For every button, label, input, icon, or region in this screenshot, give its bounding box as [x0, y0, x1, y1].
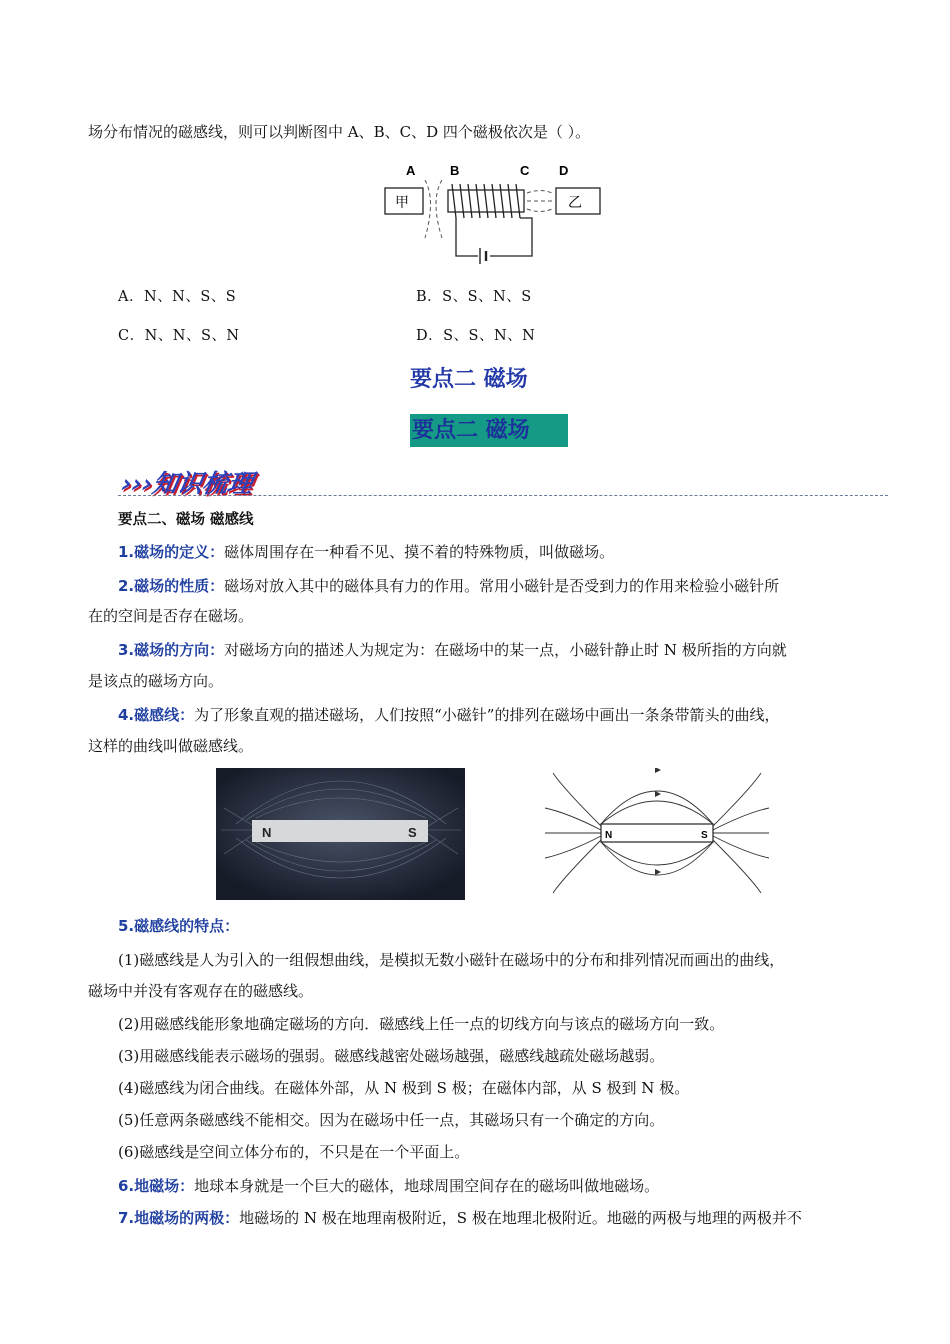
feature-4: (4)磁感线为闭合曲线。在磁体外部，从 N 极到 S 极；在磁体内部，从 S 极到 N 极。 [118, 1079, 690, 1097]
point-term: 7.地磁场的两极： [118, 1209, 240, 1227]
label-a: A [406, 163, 416, 178]
option-d[interactable]: D．S、S、N、N [416, 328, 536, 344]
wire [456, 218, 478, 256]
section-heading: 要点二 磁场 [410, 367, 528, 392]
point-text: 对磁场方向的描述人为规定为：在磁场中的某一点，小磁针静止时 N 极所指的方向就 [224, 641, 787, 659]
point-3 [118, 640, 787, 660]
point-2-cont: 在的空间是否存在磁场。 [88, 607, 254, 625]
magnet-n-label: N [262, 825, 272, 840]
point-text: 磁场对放入其中的磁体具有力的作用。常用小磁针是否受到力的作用来检验小磁针所 [224, 577, 780, 595]
point-6 [118, 1176, 659, 1196]
feature-5: (5)任意两条磁感线不能相交。因为在磁场中任一点，其磁场只有一个确定的方向。 [118, 1111, 665, 1129]
point-term: 5.磁感线的特点： [118, 917, 240, 935]
feature-6: (6)磁感线是空间立体分布的，不只是在一个平面上。 [118, 1143, 470, 1161]
option-b[interactable]: B．S、S、N、S [416, 289, 532, 305]
magnet-s-label: S [408, 825, 417, 840]
option-a[interactable]: A．N、N、S、S [118, 289, 237, 305]
point-3-cont: 是该点的磁场方向。 [88, 672, 224, 690]
point-term: 4.磁感线： [118, 706, 195, 724]
point-term: 1.磁场的定义： [118, 543, 225, 561]
diagram-s-label: S [701, 830, 708, 841]
diagram-n-label: N [605, 830, 613, 841]
solenoid-coil [452, 184, 520, 218]
right-block-label: 乙 [568, 195, 582, 211]
label-c: C [520, 163, 530, 178]
feature-1-cont: 磁场中并没有客观存在的磁感线。 [88, 982, 314, 1000]
point-4-cont: 这样的曲线叫做磁感线。 [88, 737, 254, 755]
label-d: D [559, 163, 569, 178]
point-term: 2.磁场的性质： [118, 577, 225, 595]
iron-filings-photo [216, 768, 465, 900]
question-text: 场分布情况的磁感线，则可以判断图中 A、B、C、D 四个磁极依次是（ ）。 [88, 123, 591, 141]
field-line [436, 180, 442, 238]
point-7 [118, 1208, 802, 1228]
feature-1: (1)磁感线是人为引入的一组假想曲线，是模拟无数小磁针在磁场中的分布和排列情况而画出的曲线， [118, 951, 785, 969]
point-1 [118, 542, 614, 562]
left-block-label: 甲 [395, 195, 409, 211]
field-line [527, 191, 552, 194]
feature-3: (3)用磁感线能表示磁场的强弱。磁感线越密处磁场越强，磁感线越疏处磁场越弱。 [118, 1047, 665, 1065]
bar-magnet [601, 824, 713, 842]
point-term: 3.磁场的方向： [118, 641, 225, 659]
field-line [527, 209, 552, 212]
features-term [118, 916, 239, 936]
point-2 [118, 576, 779, 596]
point-4 [118, 705, 779, 725]
divider [118, 495, 888, 496]
field-line-diagram [543, 768, 771, 898]
point-term: 6.地磁场： [118, 1177, 195, 1195]
knowledge-banner: ›››知识梳理 [119, 469, 256, 498]
option-c[interactable]: C．N、N、S、N [118, 328, 240, 344]
label-b: B [450, 163, 460, 178]
section-heading-boxed: 要点二 磁场 [410, 414, 568, 447]
field-line [425, 180, 431, 238]
electromagnet-figure [380, 160, 610, 270]
wire [490, 218, 532, 256]
subheading: 要点二、磁场 磁感线 [118, 512, 254, 528]
point-text: 磁体周围存在一种看不见、摸不着的特殊物质，叫做磁场。 [224, 543, 615, 561]
point-text: 地球本身就是一个巨大的磁体，地球周围空间存在的磁场叫做地磁场。 [194, 1177, 660, 1195]
bar-magnet [252, 820, 428, 842]
point-text: 地磁场的 N 极在地理南极附近，S 极在地理北极附近。地磁的两极与地理的两极并不 [239, 1209, 802, 1227]
feature-2: (2)用磁感线能形象地确定磁场的方向．磁感线上任一点的切线方向与该点的磁场方向一致。 [118, 1015, 725, 1033]
point-text: 为了形象直观的描述磁场，人们按照“小磁针”的排列在磁场中画出一条条带箭头的曲线， [194, 706, 780, 724]
